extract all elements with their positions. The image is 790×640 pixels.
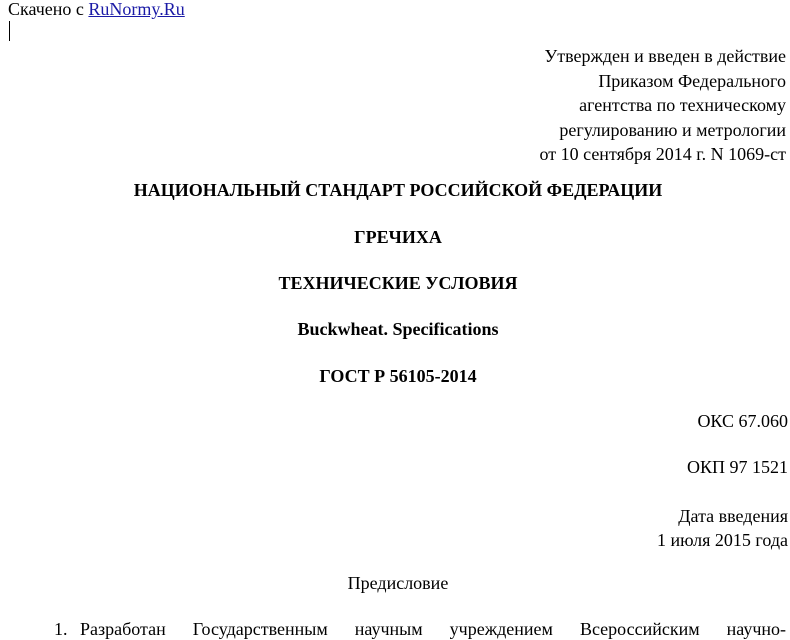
preface-heading: Предисловие (347, 573, 449, 593)
introduction-date-value: 1 июля 2015 года (657, 530, 788, 550)
introduction-date-block (657, 504, 788, 552)
standard-designation: ГОСТ Р 56105-2014 (319, 366, 477, 386)
list-item-number: 1. (54, 619, 68, 639)
approval-line: Приказом Федерального (598, 70, 786, 91)
introduction-date-label: Дата введения (678, 506, 788, 526)
standard-type-title: НАЦИОНАЛЬНЫЙ СТАНДАРТ РОССИЙСКОЙ ФЕДЕРАЦИИ (133, 180, 663, 200)
source-prefix: Скачено с (8, 0, 89, 19)
product-name: ГРЕЧИХА (354, 227, 442, 247)
preface-list-item (54, 620, 790, 638)
oks-code: ОКС 67.060 (697, 411, 788, 431)
standard-subtitle: ТЕХНИЧЕСКИЕ УСЛОВИЯ (278, 273, 518, 293)
approval-block (539, 44, 786, 167)
okp-code: ОКП 97 1521 (686, 457, 788, 477)
approval-line: регулированию и метрологии (559, 119, 786, 140)
source-link[interactable]: RuNormy.Ru (88, 0, 185, 19)
approval-line: агентства по техническому (579, 95, 786, 115)
approval-line: Утвержден и введен в действие (544, 46, 786, 66)
english-title: Buckwheat. Specifications (297, 319, 499, 339)
approval-line: от 10 сентября 2014 г. N 1069-ст (539, 144, 786, 164)
source-line (8, 0, 185, 18)
list-item-text: Разработан Государственным научным учреждением Всероссийским научно- (80, 619, 786, 639)
text-cursor (9, 21, 10, 41)
